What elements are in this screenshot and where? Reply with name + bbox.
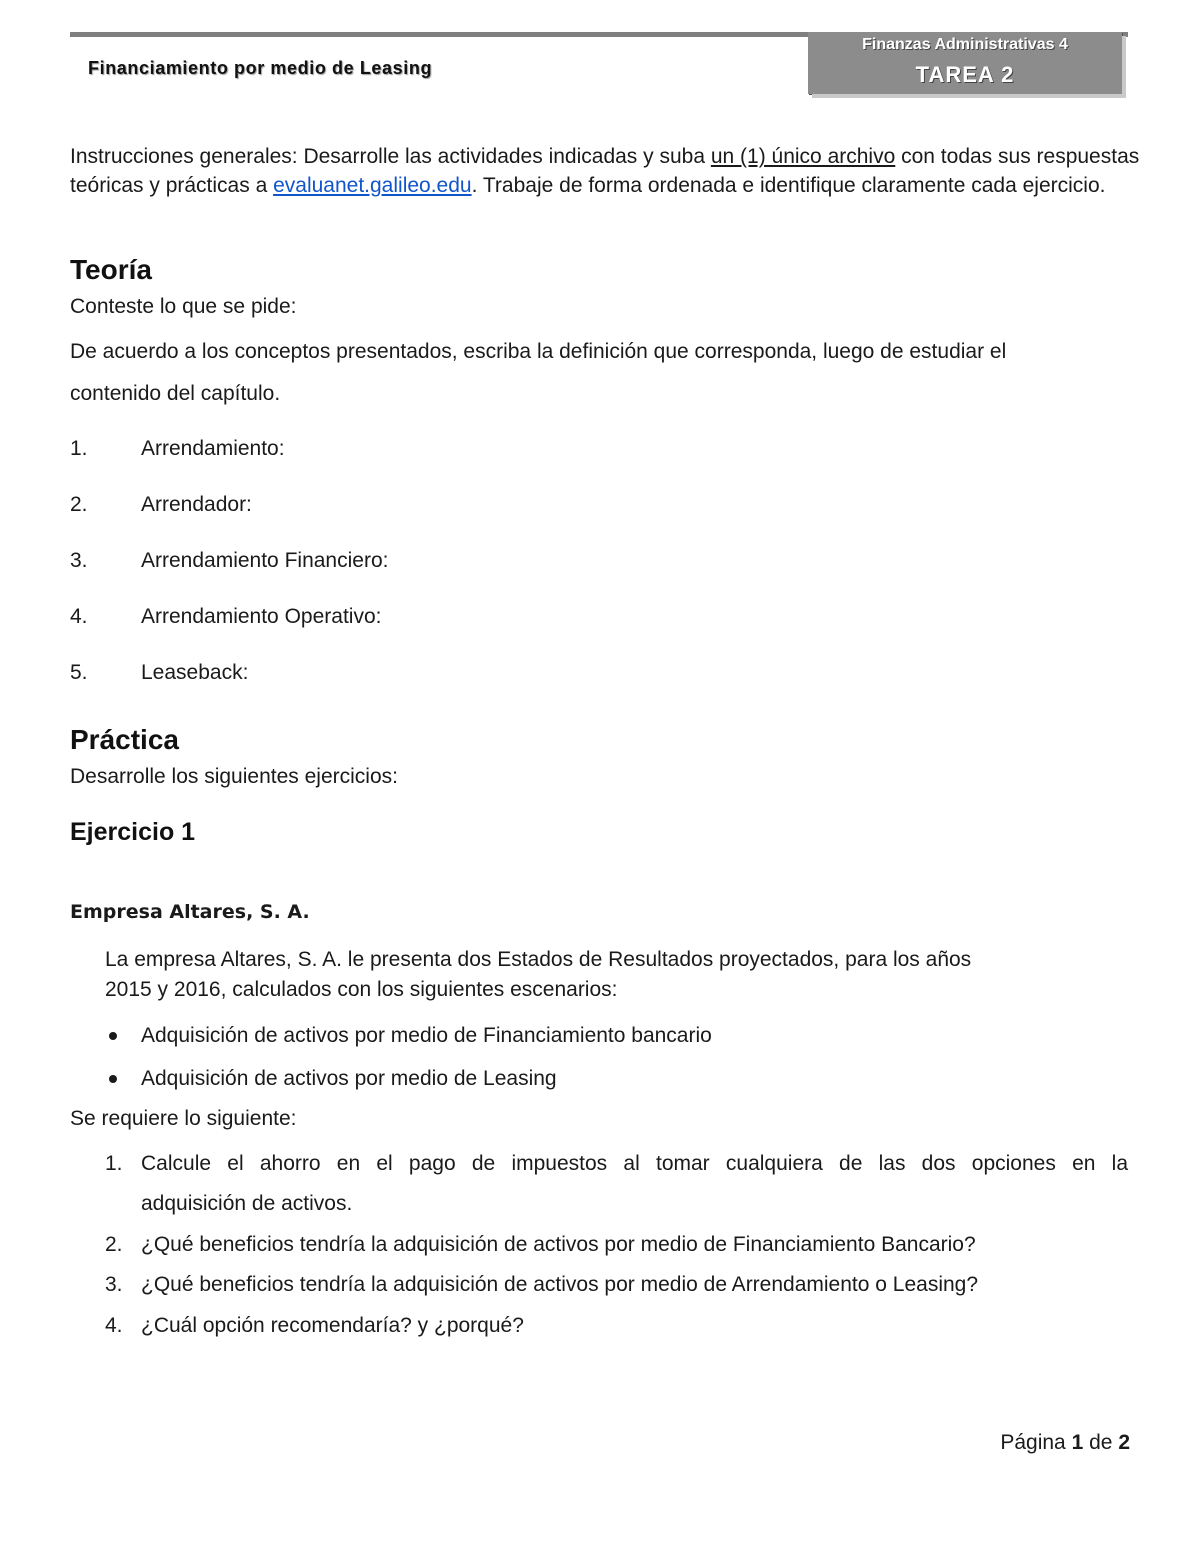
teoria-instruction-line1: De acuerdo a los conceptos presentados, escriba la definición que corresponda, luego de estudiar el (70, 340, 1007, 363)
teoria-item-arrendador: Arrendador: (141, 493, 252, 516)
teoria-item-num: 1. (70, 437, 88, 460)
question-num: 1. (105, 1152, 123, 1175)
page-total: 2 (1118, 1431, 1130, 1454)
question-2: ¿Qué beneficios tendría la adquisición de activos por medio de Financiamiento Bancario? (141, 1233, 976, 1256)
question-4: ¿Cuál opción recomendaría? y ¿porqué? (141, 1314, 524, 1337)
intro-underlined: un (1) único archivo (710, 145, 896, 168)
practica-subtitle: Desarrolle los siguientes ejercicios: (70, 765, 398, 788)
page-current: 1 (1071, 1431, 1084, 1454)
teoria-item-num: 2. (70, 493, 88, 516)
intro-text-1: Instrucciones generales: Desarrolle las actividades indicadas y suba (70, 145, 711, 168)
page-of: de (1089, 1431, 1113, 1454)
teoria-item-num: 5. (70, 661, 88, 684)
bullet-icon (109, 1032, 117, 1040)
teoria-item-leaseback: Leaseback: (141, 661, 249, 684)
bullet-icon (109, 1075, 117, 1083)
question-1-line2: adquisición de activos. (141, 1192, 353, 1215)
scenario-bullet-leasing: Adquisición de activos por medio de Leasing (141, 1067, 557, 1090)
teoria-subtitle: Conteste lo que se pide: (70, 295, 297, 318)
general-instructions (70, 142, 1140, 200)
question-num: 2. (105, 1233, 123, 1256)
teoria-item-num: 4. (70, 605, 88, 628)
teoria-heading: Teoría (70, 254, 152, 285)
exercise-description-line2: 2015 y 2016, calculados con los siguientes escenarios: (105, 978, 618, 1001)
task-label: TAREA 2 (915, 62, 1015, 87)
page-number (1000, 1431, 1130, 1455)
course-name: Finanzas Administrativas 4 (862, 36, 1068, 53)
intro-text-3: . Trabaje de forma ordenada e identifique claramente cada ejercicio. (471, 174, 1106, 197)
question-num: 4. (105, 1314, 123, 1337)
practica-heading: Práctica (70, 724, 179, 755)
document-title: Financiamiento por medio de Leasing (88, 58, 433, 78)
teoria-instruction-line2: contenido del capítulo. (70, 382, 281, 405)
company-name: Empresa Altares, S. A. (70, 901, 310, 923)
teoria-item-arrendamiento-operativo: Arrendamiento Operativo: (141, 605, 382, 628)
requirement-intro: Se requiere lo siguiente: (70, 1107, 297, 1130)
teoria-item-arrendamiento: Arrendamiento: (141, 437, 285, 460)
scenario-bullet-bancario: Adquisición de activos por medio de Financiamiento bancario (141, 1024, 712, 1047)
page-label: Página (1000, 1431, 1066, 1454)
question-num: 3. (105, 1273, 123, 1296)
teoria-item-arrendamiento-financiero: Arrendamiento Financiero: (141, 549, 389, 572)
evaluanet-link[interactable]: evaluanet.galileo.edu (273, 174, 472, 197)
question-1-line1: Calcule el ahorro en el pago de impuestos al tomar cualquiera de las dos opciones en la (141, 1152, 1128, 1175)
intro-text-2: con todas sus respuestas teóricas y prácticas a (70, 145, 1140, 197)
exercise-title: Ejercicio 1 (70, 818, 196, 846)
teoria-item-num: 3. (70, 549, 88, 572)
exercise-description-line1: La empresa Altares, S. A. le presenta dos Estados de Resultados proyectados, para los años (105, 948, 972, 971)
question-3: ¿Qué beneficios tendría la adquisición de activos por medio de Arrendamiento o Leasing? (141, 1273, 979, 1296)
course-badge (808, 32, 1122, 94)
